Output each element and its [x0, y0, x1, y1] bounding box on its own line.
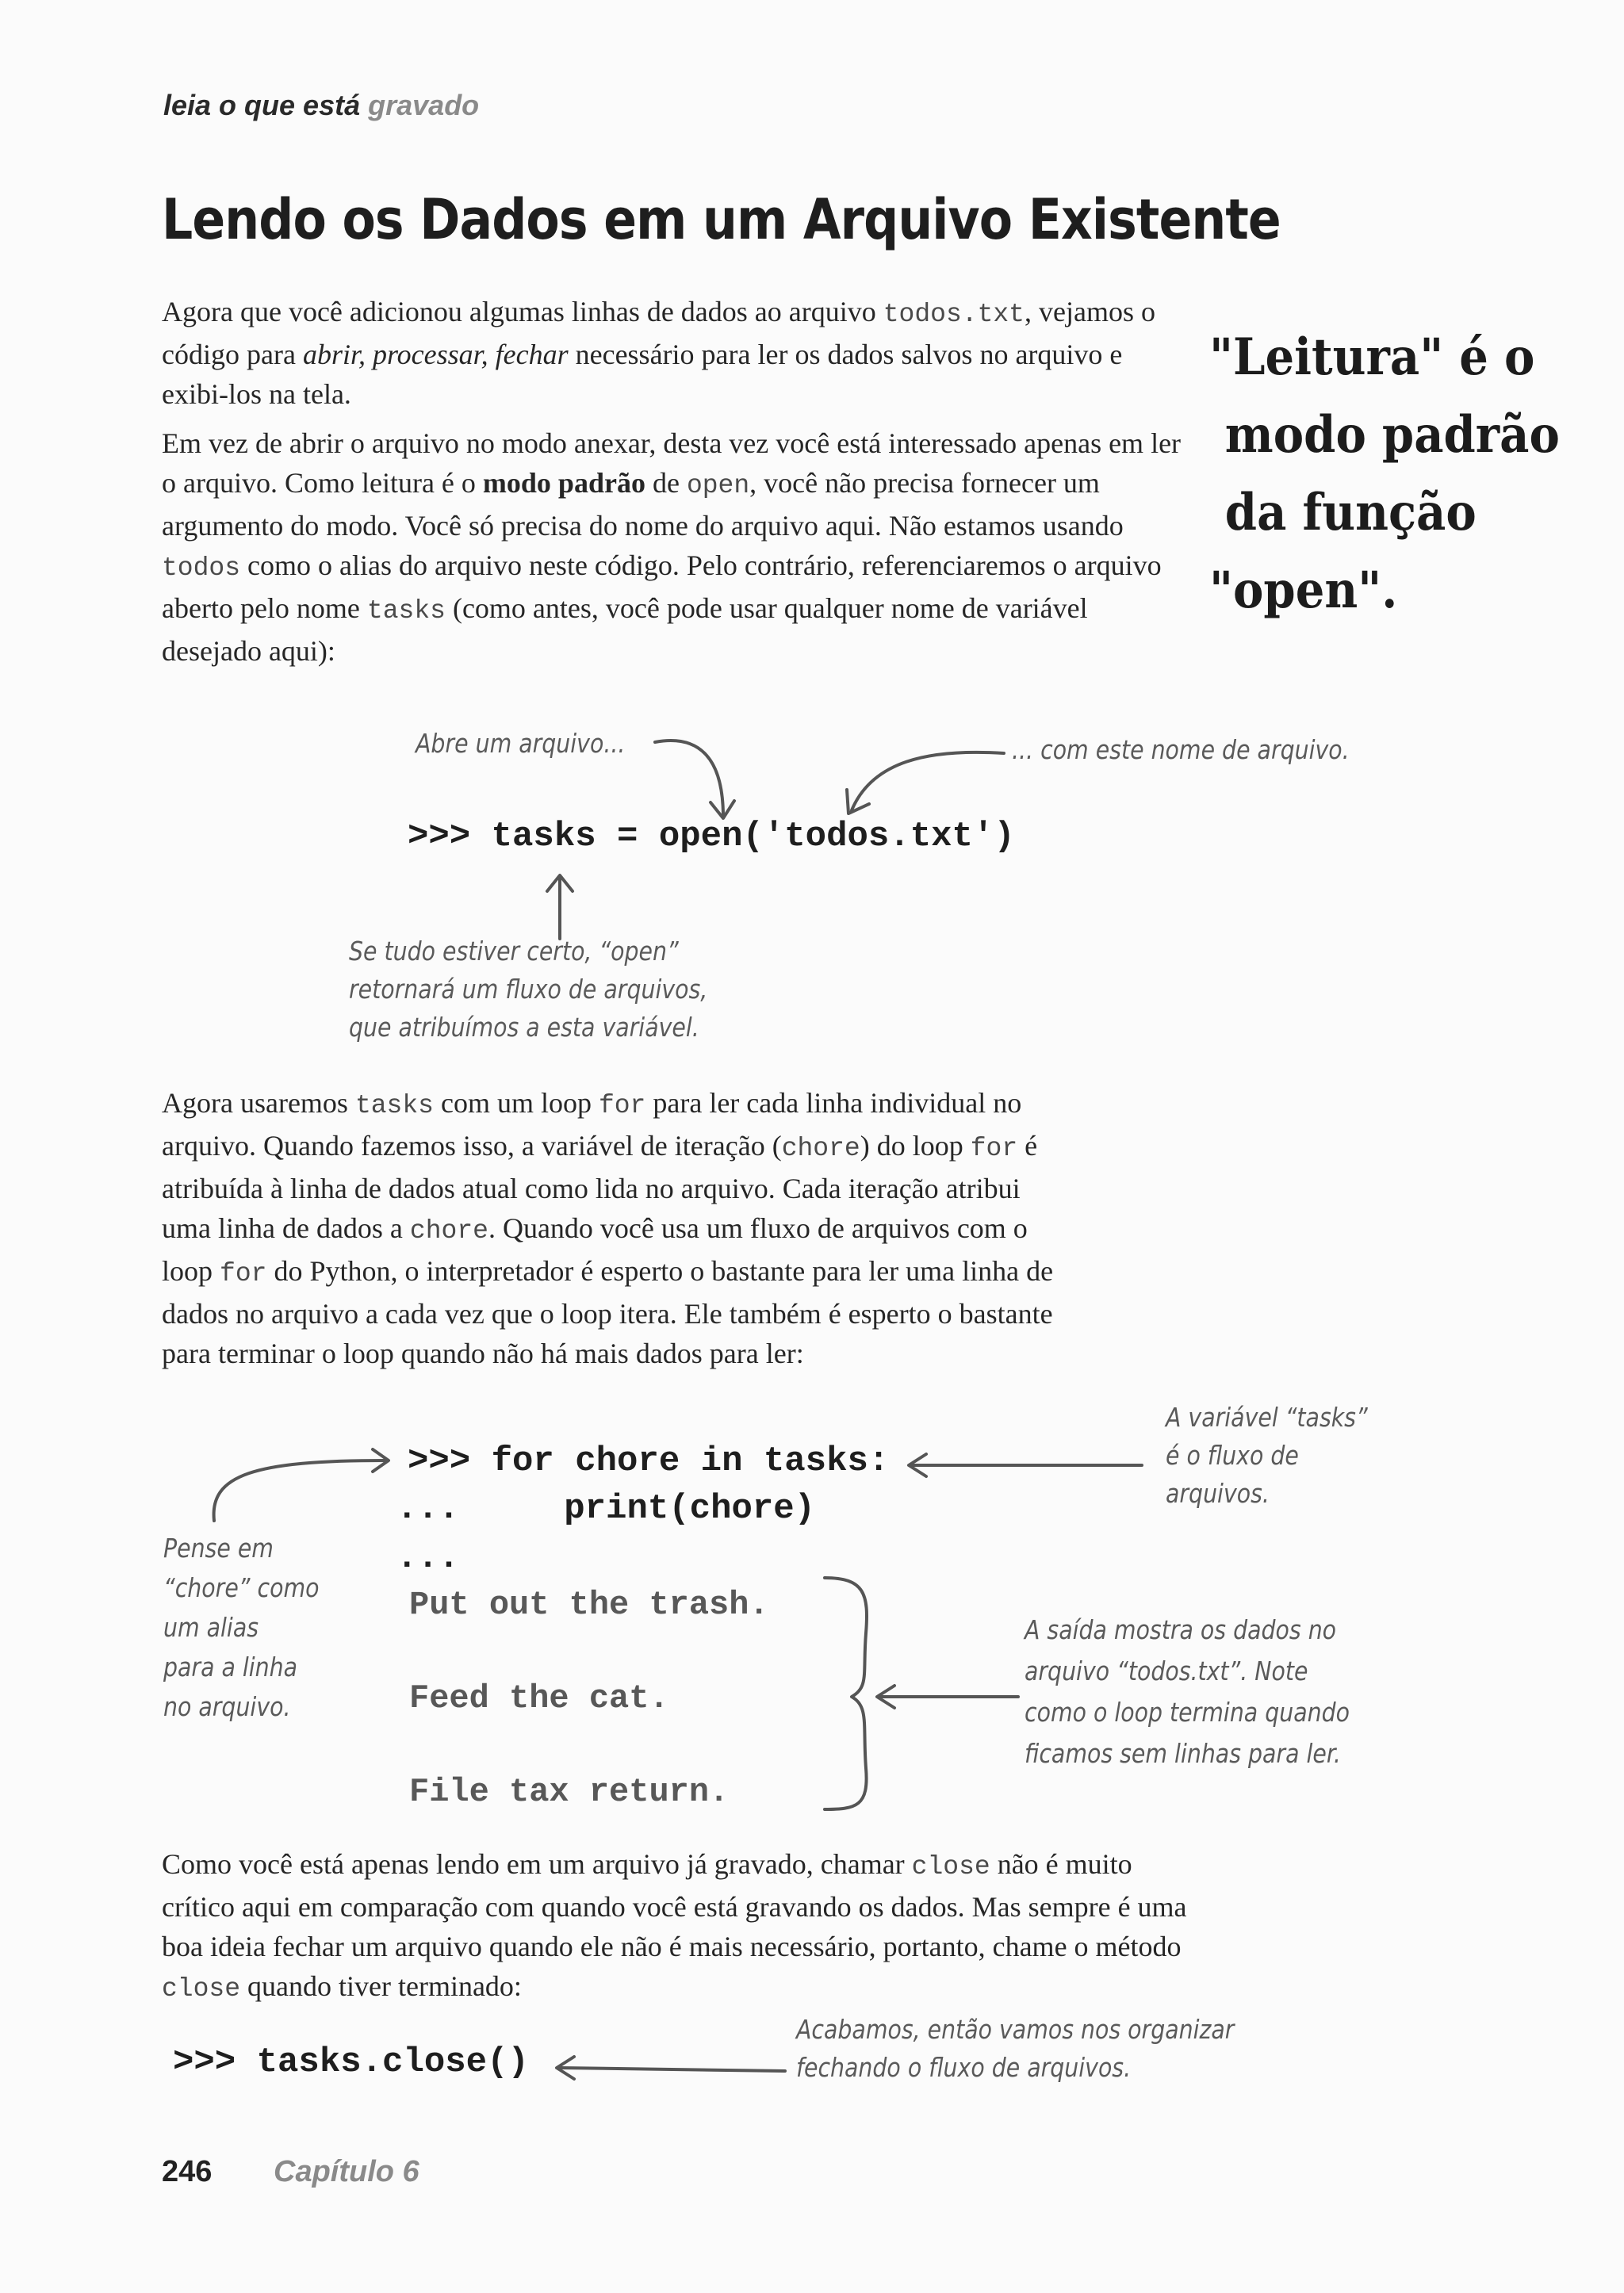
inline-code: tasks: [366, 596, 446, 626]
text: Agora que você adicionou algumas linhas de dados ao arquivo: [162, 296, 883, 327]
text: não é muito crítico aqui em comparação com quando você está gravando os dados. Mas sempre é uma boa ideia fechar um arquivo quando ele não é mais necessário, portanto, chame o método: [162, 1848, 1187, 1962]
annotation-line: Pense em: [163, 1533, 274, 1564]
bold-text: modo padrão: [482, 467, 645, 499]
inline-code: close: [162, 1974, 241, 2004]
code-for-line: >>> for chore in tasks:: [408, 1441, 890, 1481]
text: é atribuída à linha de dados atual como lida no arquivo. Cada iteração atribui uma linha de dados a: [162, 1130, 1038, 1244]
annotation-line: “chore” como: [163, 1572, 320, 1603]
emphasis: abrir, processar, fechar: [302, 339, 569, 370]
inline-code: chore: [409, 1216, 488, 1246]
pull-quote-line: da função: [1224, 483, 1477, 542]
annotation-line: arquivos.: [1166, 1478, 1270, 1509]
annotation-line: um alias: [163, 1612, 259, 1643]
pull-quote-line: "open".: [1209, 561, 1398, 620]
annotation-line: Acabamos, então vamos nos organizar: [796, 2014, 1235, 2045]
output-line: Feed the cat.: [409, 1679, 669, 1717]
pull-quote-line: modo padrão: [1224, 405, 1560, 465]
annotation-line: retornará um fluxo de arquivos,: [349, 974, 708, 1005]
code-continuation: ...: [396, 1538, 460, 1578]
page-title: Lendo os Dados em um Arquivo Existente: [162, 187, 1281, 252]
annotation-line: é o fluxo de: [1166, 1440, 1299, 1471]
text: Agora usaremos: [162, 1087, 355, 1119]
code-print-line: ... print(chore): [396, 1489, 816, 1529]
annotation-abre: Abre um arquivo...: [416, 728, 626, 759]
annotation-line: que atribuímos a esta variável.: [349, 1012, 699, 1043]
annotation-line: A saída mostra os dados no: [1025, 1614, 1337, 1645]
code-open-file: >>> tasks = open('todos.txt'): [408, 817, 1015, 856]
header-text: leia o que está: [163, 89, 361, 121]
annotation-line: como o loop termina quando: [1025, 1697, 1350, 1728]
text: , vejamos o código para: [162, 296, 1155, 370]
inline-code: todos.txt: [883, 300, 1025, 329]
page-number: 246: [162, 2155, 213, 2188]
annotation-line: ficamos sem linhas para ler.: [1025, 1738, 1341, 1769]
inline-code: for: [970, 1134, 1018, 1163]
text: (como antes, você pode usar qualquer nome de variável desejado aqui):: [162, 592, 1088, 667]
annotation-line: fechando o fluxo de arquivos.: [796, 2052, 1132, 2083]
inline-code: open: [686, 471, 750, 500]
output-brace: [825, 1578, 867, 1809]
text: necessário para ler os dados salvos no arquivo e exibi-los na tela.: [162, 339, 1123, 410]
arrow-nome: [852, 752, 1004, 810]
annotation-line: Se tudo estiver certo, “open”: [349, 936, 679, 967]
arrow-pense: [214, 1460, 385, 1521]
chapter-label: Capítulo 6: [274, 2155, 419, 2188]
text: do Python, o interpretador é esperto o bastante para ler uma linha de dados no arquivo a cada vez que o loop itera. Ele também é esperto o bastante para terminar o loop quando não há mais dados para ler:: [162, 1255, 1054, 1369]
text: Como você está apenas lendo em um arquivo já gravado, chamar: [162, 1848, 912, 1880]
output-line: Put out the trash.: [409, 1586, 769, 1624]
text: para ler cada linha individual no arquivo. Quando fazemos isso, a variável de iteração (: [162, 1087, 1022, 1162]
inline-code: tasks: [354, 1091, 434, 1120]
text: quando tiver terminado:: [240, 1970, 522, 2002]
text: ) do loop: [860, 1130, 971, 1162]
inline-code: for: [220, 1259, 267, 1288]
inline-code: for: [598, 1091, 646, 1120]
header-highlight: gravado: [368, 89, 480, 121]
annotation-line: no arquivo.: [163, 1691, 291, 1722]
text: , você não precisa fornecer um argumento do modo. Você só precisa do nome do arquivo aqui. Não estamos usando: [162, 467, 1124, 542]
inline-code: todos: [162, 553, 241, 583]
arrow-acabamos: [560, 2068, 785, 2071]
text: . Quando você usa um fluxo de arquivos com o loop: [162, 1212, 1028, 1287]
code-close: >>> tasks.close(): [173, 2042, 529, 2082]
inline-code: chore: [781, 1134, 860, 1163]
annotation-line: arquivo “todos.txt”. Note: [1025, 1656, 1308, 1686]
annotation-line: A variável “tasks”: [1166, 1402, 1368, 1433]
inline-code: close: [911, 1852, 990, 1881]
output-line: File tax return.: [409, 1773, 730, 1811]
text: com um loop: [433, 1087, 599, 1119]
text: de: [645, 467, 687, 499]
text: Em vez de abrir o arquivo no modo anexar, desta vez você está interessado apenas em ler o arquivo. Como leitura é o: [162, 427, 1182, 499]
text: como o alias do arquivo neste código. Pelo contrário, referenciaremos o arquivo aberto pelo nome: [162, 549, 1162, 624]
annotation-nome-arquivo: ... com este nome de arquivo.: [1012, 734, 1350, 765]
annotation-line: para a linha: [163, 1652, 298, 1682]
pull-quote-line: "Leitura" é o: [1209, 327, 1535, 387]
